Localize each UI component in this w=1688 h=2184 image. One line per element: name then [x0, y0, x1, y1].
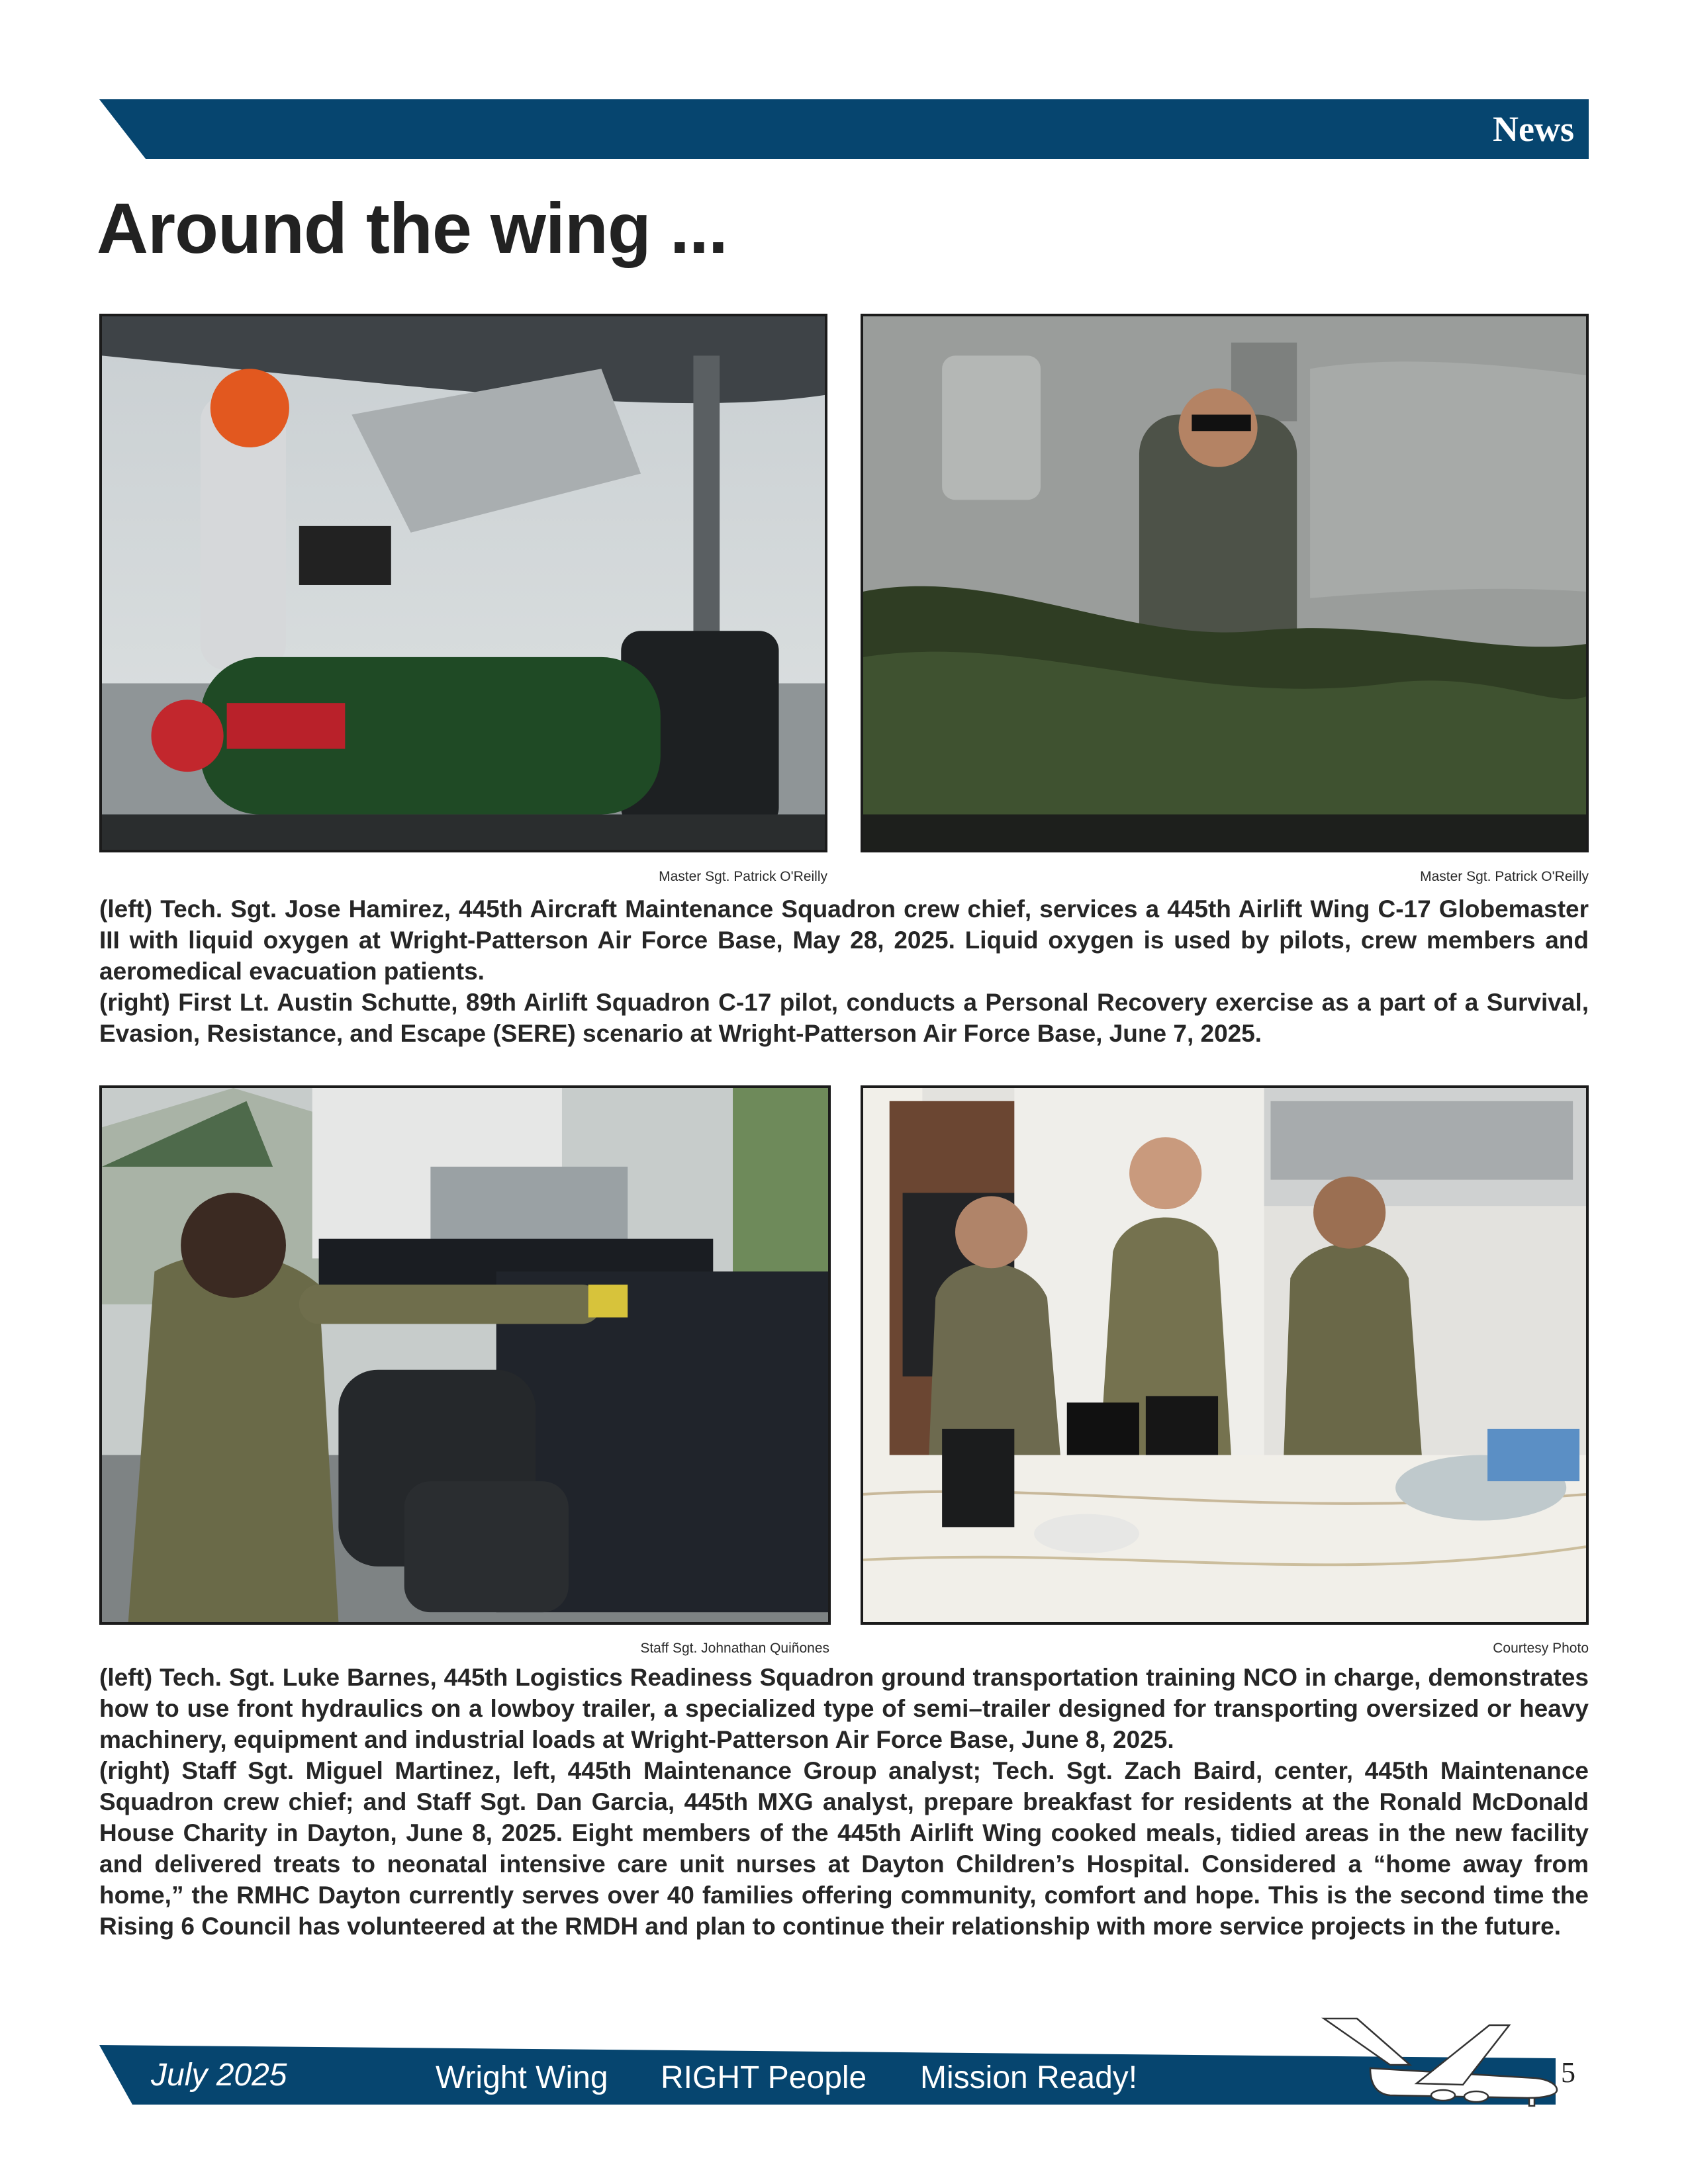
caption-top [99, 893, 1589, 1049]
caption-bottom [99, 1662, 1589, 1942]
section-banner [99, 99, 1589, 159]
page-footer [99, 2005, 1589, 2138]
caption-bottom-right: (right) Staff Sgt. Miguel Martinez, left, 445th Maintenance Group analyst; Tech. Sgt. Zach Baird, center, 445th Maintenance Squadron crew chief; and Staff Sgt. Dan Garcia, 445th MXG analyst, prepare breakfast for residents at the Ronald McDonald House Charity in Dayton, June 8, 2025. Eight members of the 445th Airlift Wing cooked meals, tidied areas in the new facility and delivered treats to neonatal intensive care unit nurses at Dayton Children’s Hospital. Considered a “home away from home,” the RMHC Dayton currently serves over 40 families offering community, comfort and hope. This is the second time the Rising 6 Council has volunteered at the RMDH and plan to continue their relationship with more service projects in the future. [99, 1757, 1589, 1940]
slogan-wright-wing: Wright Wing [436, 2060, 608, 2095]
caption-bottom-left: (left) Tech. Sgt. Luke Barnes, 445th Logistics Readiness Squadron ground transportation training NCO in charge, demonstrates how to use front hydraulics on a lowboy trailer, a specialized type of semi–trailer designed for transporting oversized or heavy machinery, equipment and industrial loads at Wright-Patterson Air Force Base, June 8, 2025. [99, 1664, 1589, 1753]
page-title: Around the wing ... [97, 188, 727, 268]
photo-bottom-right [861, 1085, 1589, 1625]
photo-credit-top-left: Master Sgt. Patrick O'Reilly [659, 869, 827, 884]
c17-aircraft-outline-icon [1311, 2005, 1562, 2111]
photo-bottom-left [99, 1085, 831, 1625]
rmhc-breakfast-photo [863, 1088, 1586, 1622]
photo-top-left [99, 314, 827, 852]
slogan-right-people: RIGHT People [661, 2060, 867, 2095]
issue-month: July 2025 [151, 2058, 287, 2093]
photo-credit-top-right: Master Sgt. Patrick O'Reilly [1420, 869, 1589, 884]
caption-top-right: (right) First Lt. Austin Schutte, 89th Airlift Squadron C-17 pilot, conducts a Personal Recovery exercise as a part of a Survival, Evasion, Resistance, and Escape (SERE) scenario at Wright-Patterson Air Force Base, June 7, 2025. [99, 989, 1589, 1047]
photo-top-right [861, 314, 1589, 852]
lowboy-trailer-hydraulics-photo [102, 1088, 828, 1622]
photo-credit-bottom-left: Staff Sgt. Johnathan Quiñones [640, 1641, 829, 1656]
liquid-oxygen-servicing-photo [102, 316, 825, 850]
slogan-mission-ready: Mission Ready! [920, 2060, 1138, 2095]
banner-shape [99, 99, 1589, 159]
photo-credit-bottom-right: Courtesy Photo [1493, 1641, 1589, 1656]
caption-top-left: (left) Tech. Sgt. Jose Hamirez, 445th Aircraft Maintenance Squadron crew chief, services a 445th Airlift Wing C-17 Globemaster III with liquid oxygen at Wright-Patterson Air Force Base, May 28, 2025. Liquid oxygen is used by pilots, crew members and aeromedical evacuation patients. [99, 895, 1589, 985]
pilot-sere-exercise-photo [863, 316, 1586, 850]
page-number: 5 [1561, 2056, 1575, 2089]
section-label: News [1493, 109, 1574, 149]
